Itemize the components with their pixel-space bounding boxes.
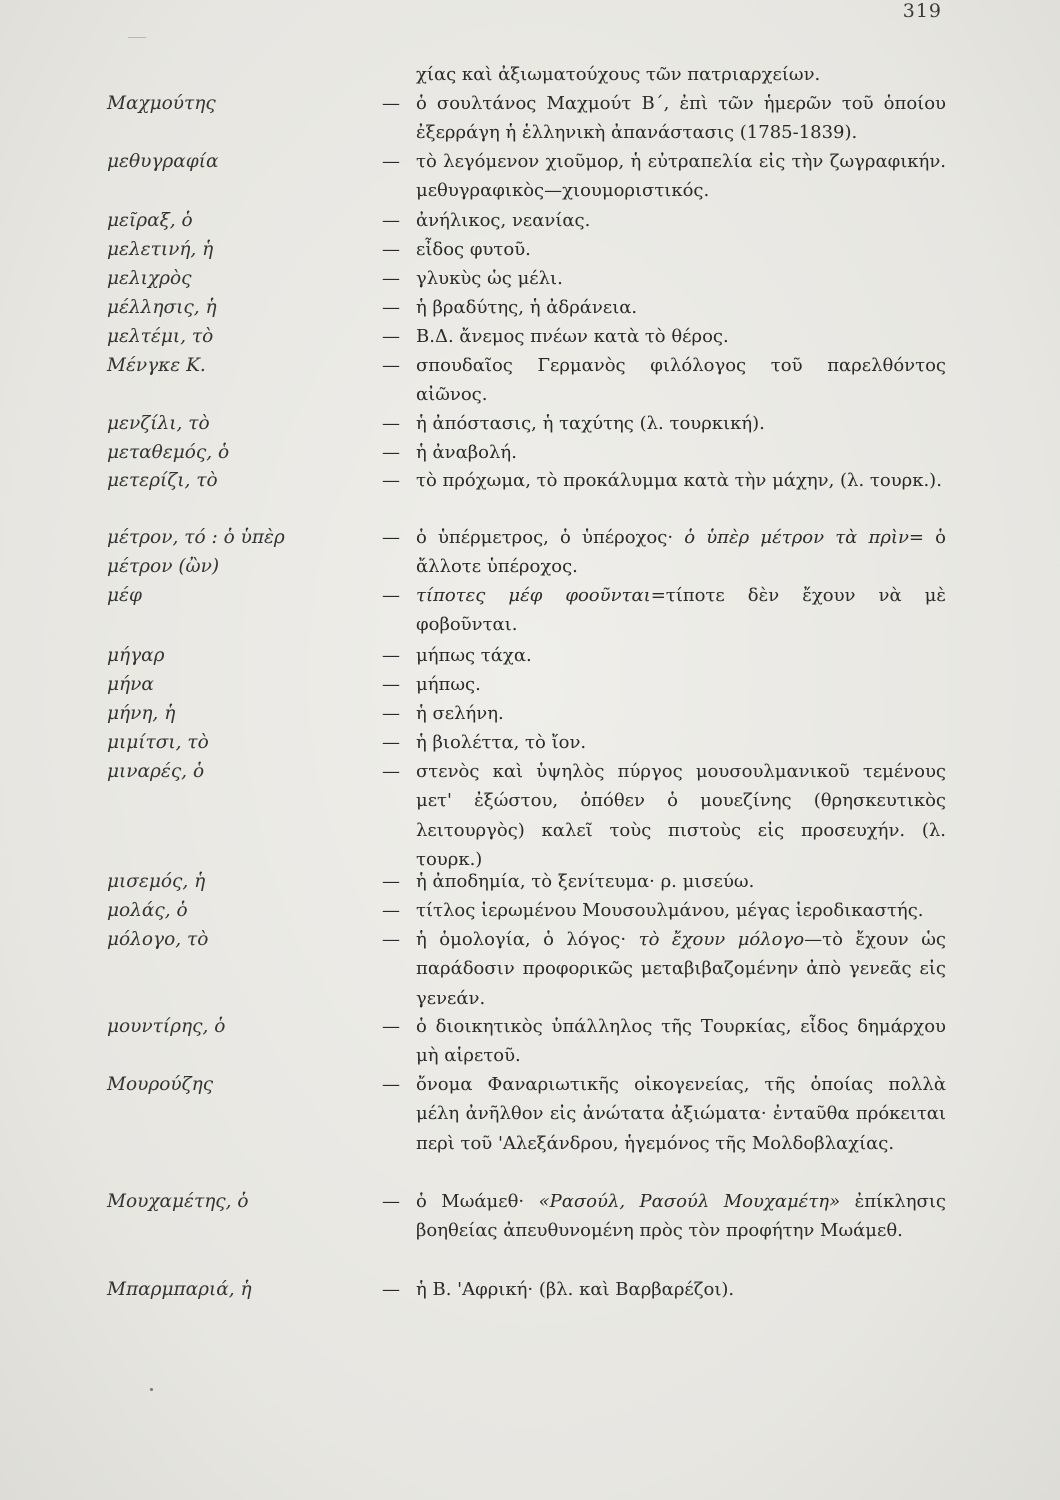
entry-definition: ὄνομα Φαναριωτικῆς οἰκογενείας, τῆς ὁποίας πολλὰ μέλη ἀνῆλθον εἰς ἀνώτατα ἀξιώματα· ἐνταῦθα πρόκειται περὶ τοῦ 'Αλεξάνδρου, ἡγεμόνος τῆς Μολδοβλαχίας. <box>416 1074 946 1154</box>
entry-definition: ἡ ἀναβολή. <box>416 442 517 463</box>
entry-dash: — <box>382 900 400 921</box>
entry-dash: — <box>382 1279 400 1300</box>
definition-text: ὁ ὑπέρμετρος, ὁ ὑπέροχος· <box>416 527 674 548</box>
entry-term: μενζίλι, τὸ <box>107 413 210 434</box>
entry-definition: τὸ πρόχωμα, τὸ προκάλυμμα κατὰ τὴν μάχην, (λ. τουρκ.). <box>416 470 942 491</box>
entry-term: μεῖραξ, ὁ <box>107 210 193 231</box>
page-number: 319 <box>902 0 942 22</box>
definition-text: ἡ ὁμολογία, ὁ λόγος· <box>416 929 627 950</box>
definition-text: —τὸ ἔχουν ὡς παράδοσιν προφορικῶς μεταβιβαζομένην ἀπὸ γενεᾶς εἰς γενεάν. <box>416 929 946 1009</box>
entry-dash: — <box>382 268 400 289</box>
entry-dash: — <box>382 703 400 724</box>
entry-dash: — <box>382 355 400 376</box>
entry-dash: — <box>382 1191 400 1212</box>
entry-term: μελτέμι, τὸ <box>107 326 214 347</box>
entry-definition <box>416 581 946 640</box>
entry-definition: τίτλος ἱερωμένου Μουσουλμάνου, μέγας ἱεροδικαστής. <box>416 900 924 921</box>
entry-term: Μαχμούτης <box>107 93 216 114</box>
entry-term: μουντίρης, ὁ <box>107 1016 226 1037</box>
entry-dash: — <box>382 929 400 950</box>
entry-term: μέφ <box>107 585 142 606</box>
entry-definition: τὸ λεγόμενον χιοῦμορ, ἡ εὐτραπελία εἰς τὴν ζωγραφικήν. μεθυγραφικὸς—χιουμοριστικός. <box>416 151 946 202</box>
entry-dash: — <box>382 151 400 172</box>
entry-definition <box>416 1187 946 1246</box>
entry-definition: ἡ βιολέττα, τὸ ἴον. <box>416 732 587 753</box>
entry-term: μολάς, ὁ <box>107 900 188 921</box>
entry-term: μήνα <box>107 674 154 695</box>
entry-definition: ἀνήλικος, νεανίας. <box>416 210 591 231</box>
definition-text: = ὁ ἄλλοτε ὑπέροχος. <box>416 527 946 578</box>
entry-term: μεταθεμός, ὁ <box>107 442 230 463</box>
entry-term: μήγαρ <box>107 645 165 666</box>
entry-dash: — <box>382 470 400 491</box>
entry-dash: — <box>382 326 400 347</box>
definition-example: «Ρασούλ, Ρασούλ Μουχαμέτη» <box>538 1191 841 1212</box>
entry-definition: ἡ Β. 'Αφρική· (βλ. καὶ Βαρβαρέζοι). <box>416 1279 735 1300</box>
entry-term: Μουχαμέτης, ὁ <box>107 1191 249 1212</box>
entry-term: μεθυγραφία <box>107 151 219 172</box>
entry-term: Μένγκε Κ. <box>107 355 206 376</box>
scan-speck <box>150 1388 153 1391</box>
entry-definition: ἡ βραδύτης, ἡ ἀδράνεια. <box>416 297 638 318</box>
entry-dash: — <box>382 210 400 231</box>
entry-dash: — <box>382 871 400 892</box>
entry-dash: — <box>382 93 400 114</box>
entry-term: Μουρούζης <box>107 1074 214 1095</box>
entry-definition: μήπως. <box>416 674 481 695</box>
entry-term: μελετινή, ἡ <box>107 239 214 260</box>
entry-dash: — <box>382 1074 400 1095</box>
entry-definition: γλυκὺς ὡς μέλι. <box>416 268 563 289</box>
entry-term: μιναρές, ὁ <box>107 761 205 782</box>
entry-term: μόλογο, τὸ <box>107 929 209 950</box>
entry-definition: μήπως τάχα. <box>416 645 532 666</box>
entry-dash: — <box>382 645 400 666</box>
entry-definition: σπουδαῖος Γερμανὸς φιλόλογος τοῦ παρελθόντος αἰῶνος. <box>416 355 946 406</box>
entry-term: μήνη, ἡ <box>107 703 176 724</box>
entry-term: μισεμός, ἡ <box>107 871 206 892</box>
entry-definition <box>416 925 946 1013</box>
entry-definition: χίας καὶ ἀξιωματούχους τῶν πατριαρχείων. <box>416 64 821 85</box>
definition-example: τὸ ἔχουν μόλογο <box>638 929 805 950</box>
entry-term: μετερίζι, τὸ <box>107 470 218 491</box>
entry-term: Μπαρμπαριά, ἡ <box>107 1279 252 1300</box>
entry-dash: — <box>382 1016 400 1037</box>
entry-definition: στενὸς καὶ ὑψηλὸς πύργος μουσουλμανικοῦ τεμένους μετ' ἐξώστου, ὁπόθεν ὁ μουεζίνης (θρησκευτικὸς λειτουργὸς) καλεῖ τοὺς πιστοὺς εἰς προσευχήν. (λ. τουρκ.) <box>416 761 946 871</box>
entry-definition: ὁ διοικητικὸς ὑπάλληλος τῆς Τουρκίας, εἶδος δημάρχου μὴ αἱρετοῦ. <box>416 1016 946 1067</box>
entry-definition: ἡ σελήνη. <box>416 703 504 724</box>
entry-definition: ἡ ἀπόστασις, ἡ ταχύτης (λ. τουρκική). <box>416 413 765 434</box>
entry-term: μέτρον, τό : ὁ ὑπὲρ μέτρον (ὢν) <box>107 527 285 577</box>
definition-text: ἐπίκλησις βοηθείας ἀπευθυνομένη πρὸς τὸν προφήτην Μωάμεθ. <box>416 1191 946 1242</box>
entry-dash: — <box>382 674 400 695</box>
entry-dash: — <box>382 761 400 782</box>
entry-definition: εἶδος φυτοῦ. <box>416 239 531 260</box>
entry-term: μέλλησις, ἡ <box>107 297 217 318</box>
definition-text: ὁ Μωάμεθ· <box>416 1191 525 1212</box>
entry-definition: ὁ σουλτάνος Μαχμούτ Β΄, ἐπὶ τῶν ἡμερῶν τοῦ ὁποίου ἐξερράγη ἡ ἑλληνικὴ ἀπανάστασις (1785-1839). <box>416 93 946 144</box>
definition-example: ὁ ὑπὲρ μέτρον τὰ πρὶν <box>684 527 909 548</box>
entry-definition <box>416 523 946 582</box>
entry-definition: Β.Δ. ἄνεμος πνέων κατὰ τὸ θέρος. <box>416 326 729 347</box>
entry-dash: — <box>382 732 400 753</box>
entry-dash: — <box>382 527 400 548</box>
entry-dash: — <box>382 413 400 434</box>
entry-dash: — <box>382 442 400 463</box>
entry-dash: — <box>382 239 400 260</box>
definition-text: =τίποτε δὲν ἔχουν νὰ μὲ φοβοῦνται. <box>416 585 946 636</box>
entry-dash: — <box>382 585 400 606</box>
definition-example: τίποτες μέφ φοοῦνται <box>416 585 651 606</box>
entry-dash: — <box>382 297 400 318</box>
entry-definition: ἡ ἀποδημία, τὸ ξενίτευμα· ρ. μισεύω. <box>416 871 755 892</box>
entry-term: μελιχρὸς <box>107 268 192 289</box>
entry-term: μιμίτσι, τὸ <box>107 732 209 753</box>
